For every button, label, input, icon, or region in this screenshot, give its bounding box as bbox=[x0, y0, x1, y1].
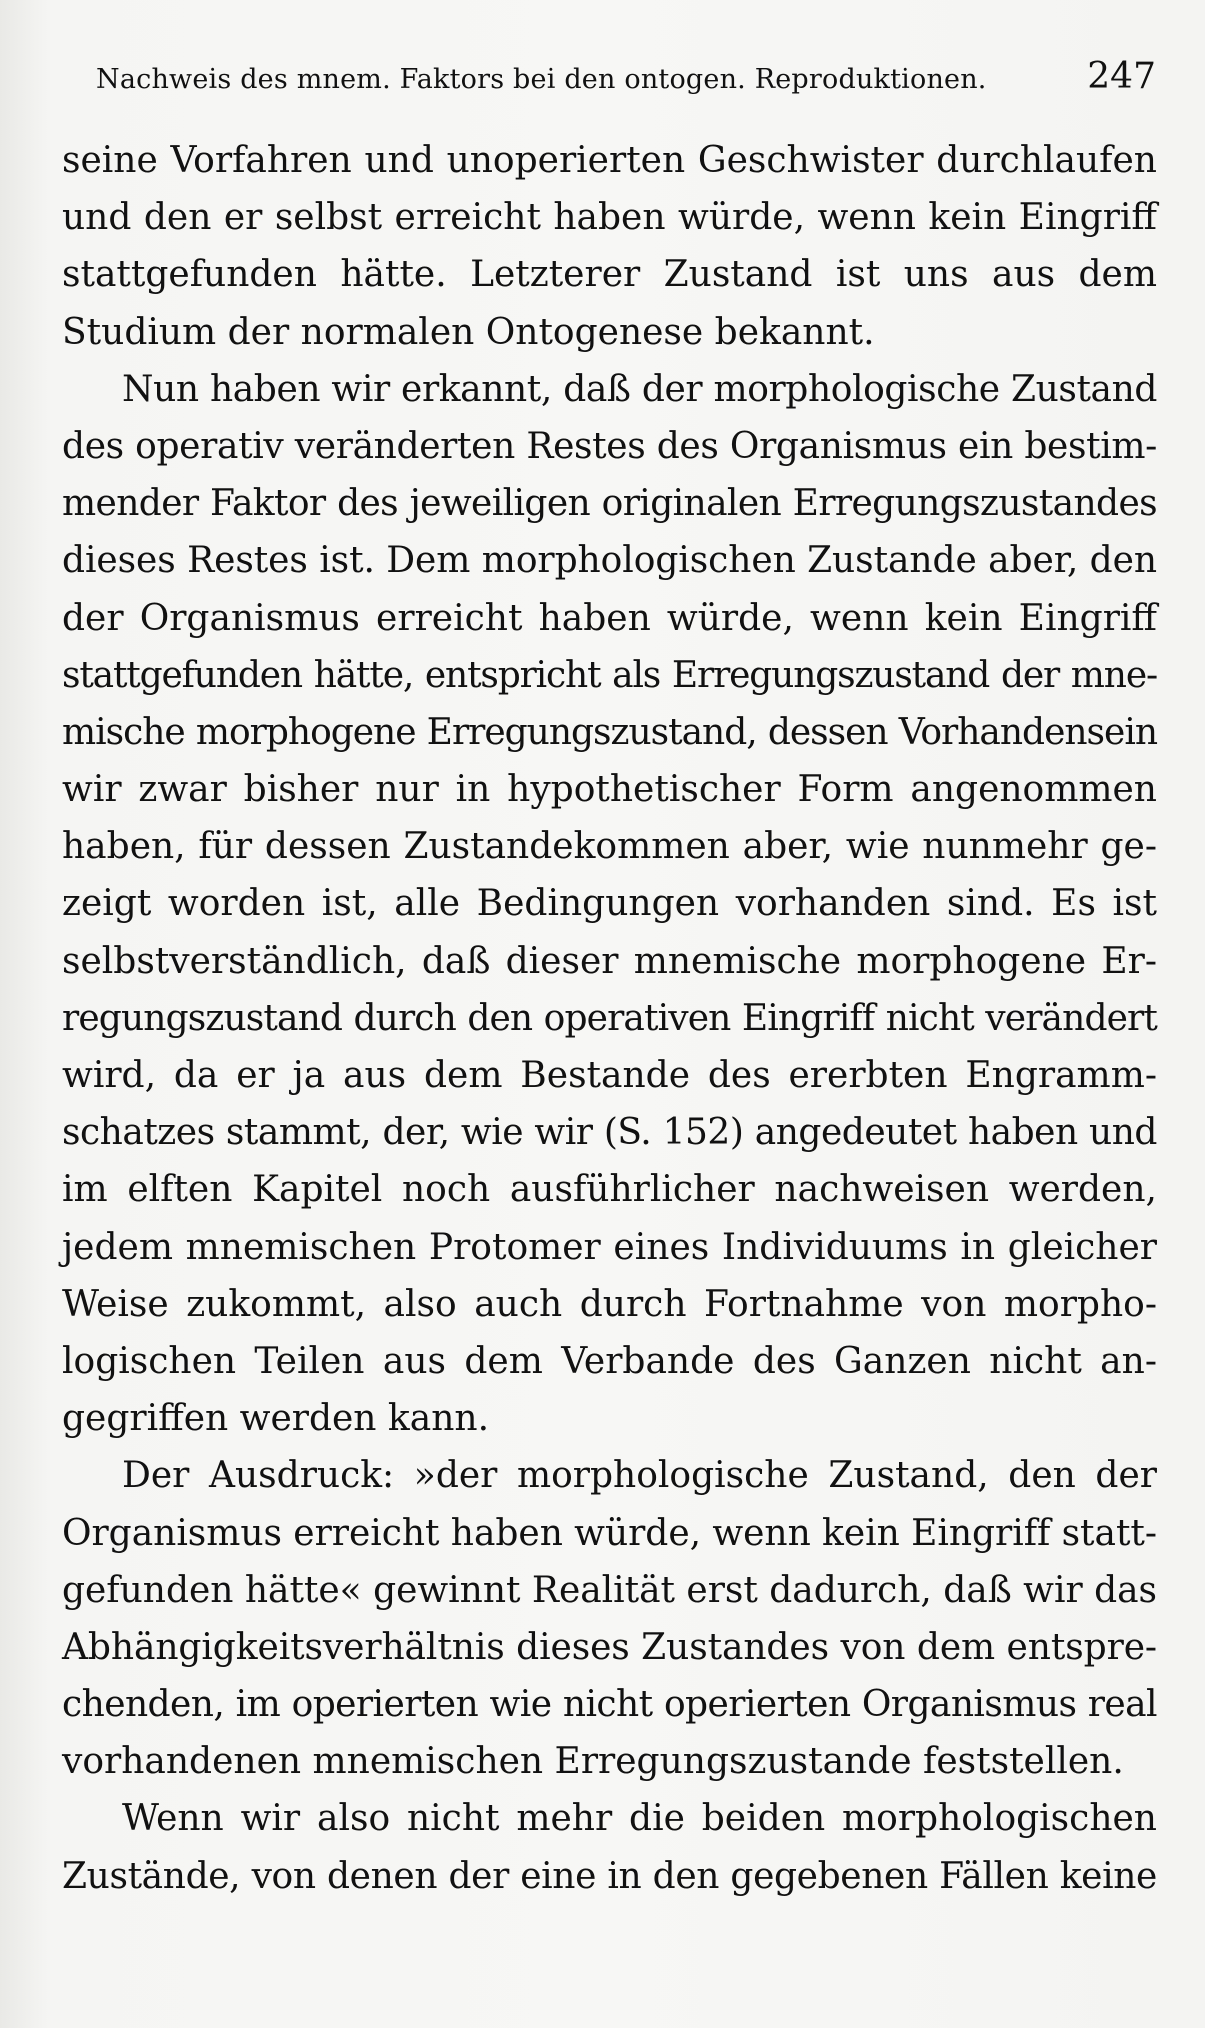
text-line: Weise zukommt, also auch durch Fortnahme von morpho- bbox=[62, 1283, 1157, 1325]
body-text bbox=[62, 132, 1157, 1905]
text-line: stattgefunden hätte, entspricht als Erregungszustand der mne- bbox=[62, 654, 1157, 696]
text-line: Wenn wir also nicht mehr die beiden morphologischen bbox=[122, 1798, 1157, 1840]
text-line: logischen Teilen aus dem Verbande des Ganzen nicht an- bbox=[62, 1340, 1157, 1382]
text-line: im elften Kapitel noch ausführlicher nachweisen werden, bbox=[62, 1169, 1157, 1211]
text-line: seine Vorfahren und unoperierten Geschwister durchlaufen bbox=[62, 140, 1157, 181]
text-line: der Organismus erreicht haben würde, wenn kein Eingriff bbox=[62, 597, 1157, 639]
text-line: des operativ veränderten Restes des Organismus ein bestim- bbox=[62, 425, 1157, 467]
text-line: jedem mnemischen Protomer eines Individuums in gleicher bbox=[62, 1226, 1157, 1268]
text-line: gegriffen werden kann. bbox=[62, 1398, 490, 1440]
text-line: und den er selbst erreicht haben würde, wenn kein Eingriff bbox=[62, 197, 1157, 239]
text-line: haben, für dessen Zustandekommen aber, wie nunmehr ge- bbox=[62, 826, 1157, 868]
text-line: wir zwar bisher nur in hypothetischer Form angenommen bbox=[62, 769, 1157, 811]
text-line: stattgefunden hätte. Letzterer Zustand ist uns aus dem bbox=[62, 254, 1157, 296]
text-line: chenden, im operierten wie nicht operierten Organismus real bbox=[62, 1684, 1157, 1726]
text-line: Der Ausdruck: »der morphologische Zustand, den der bbox=[122, 1455, 1157, 1497]
text-line: zeigt worden ist, alle Bedingungen vorhanden sind. Es ist bbox=[62, 883, 1157, 925]
text-line: mische morphogene Erregungszustand, dessen Vorhandensein bbox=[62, 711, 1157, 753]
text-line: Organismus erreicht haben würde, wenn kein Eingriff statt- bbox=[62, 1512, 1157, 1554]
text-line: Abhängigkeitsverhältnis dieses Zustandes von dem entspre- bbox=[62, 1626, 1157, 1668]
page-number: 247 bbox=[1087, 56, 1156, 97]
text-line: vorhandenen mnemischen Erregungszustande feststellen. bbox=[62, 1741, 1124, 1783]
page-header bbox=[96, 56, 1156, 116]
running-head: Nachweis des mnem. Faktors bei den ontogen. Reproduktionen. bbox=[96, 64, 987, 95]
text-line: wird, da er ja aus dem Bestande des ererbten Engramm- bbox=[62, 1055, 1157, 1096]
text-line: Nun haben wir erkannt, daß der morphologische Zustand bbox=[122, 368, 1157, 410]
text-line: mender Faktor des jeweiligen originalen Erregungszustandes bbox=[62, 483, 1157, 525]
text-line: Zustände, von denen der eine in den gegebenen Fällen keine bbox=[62, 1855, 1157, 1897]
text-line: selbstverständlich, daß dieser mnemische morphogene Er- bbox=[62, 940, 1157, 982]
text-line: dieses Restes ist. Dem morphologischen Zustande aber, den bbox=[62, 540, 1157, 582]
text-line: gefunden hätte« gewinnt Realität erst dadurch, daß wir das bbox=[62, 1569, 1157, 1611]
text-line: schatzes stammt, der, wie wir (S. 152) angedeutet haben und bbox=[62, 1112, 1157, 1154]
text-line: regungszustand durch den operativen Eingriff nicht verändert bbox=[62, 997, 1157, 1039]
text-line: Studium der normalen Ontogenese bekannt. bbox=[62, 311, 875, 353]
